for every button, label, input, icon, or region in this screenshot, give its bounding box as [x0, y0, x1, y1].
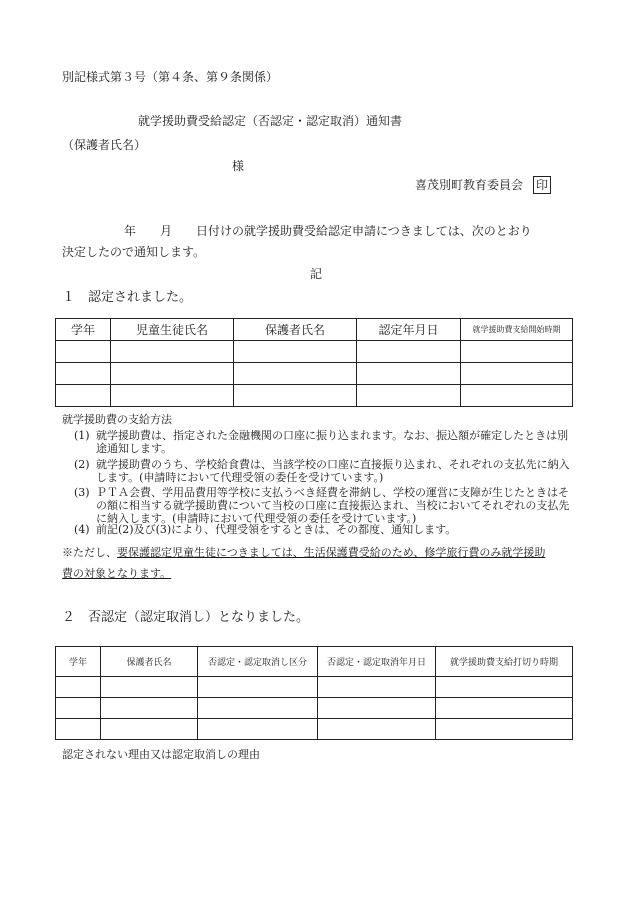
- table-row: [56, 677, 573, 698]
- table-row: [56, 363, 573, 385]
- denied-table: [55, 646, 573, 740]
- table-cell[interactable]: [357, 385, 461, 407]
- payment-item: [74, 486, 574, 525]
- denied-table-header: [56, 647, 573, 677]
- approved-table-header: [56, 319, 573, 341]
- table-cell[interactable]: [198, 719, 318, 740]
- table-row: [56, 719, 573, 740]
- col-grade: 学年: [56, 647, 101, 677]
- form-number: 別記様式第３号（第４条、第９条関係）: [62, 70, 279, 84]
- col-student-name: 児童生徒氏名: [111, 319, 234, 341]
- table-cell[interactable]: [101, 677, 198, 698]
- special-note-cont: [62, 565, 171, 581]
- document-title: 就学援助費受給認定（否認定・認定取消）通知書: [138, 114, 403, 128]
- table-cell[interactable]: [111, 385, 234, 407]
- payment-item-text: ＰＴＡ会費、学用品費用等学校に支払うべき経費を滞納し、学校の運営に支障が生じたときはその額に相当する就学援助費について当校の口座に直接振込まれ、当校においてそれぞれの支払先に納入します。(申請時において代理受領の委任を受けています。): [96, 486, 570, 525]
- table-cell[interactable]: [461, 363, 573, 385]
- table-cell[interactable]: [56, 341, 111, 363]
- table-cell[interactable]: [101, 719, 198, 740]
- table-cell[interactable]: [318, 677, 436, 698]
- table-cell[interactable]: [461, 341, 573, 363]
- body-line-2: 決定したので通知します。: [62, 245, 206, 259]
- table-cell[interactable]: [318, 719, 436, 740]
- table-cell[interactable]: [198, 698, 318, 719]
- col-payment-start: 就学援助費支給開始時期: [461, 319, 573, 341]
- payment-item-text: 前記(2)及び(3)により、代理受領をするときは、その都度、通知します。: [96, 523, 457, 536]
- table-cell[interactable]: [461, 385, 573, 407]
- table-cell[interactable]: [56, 719, 101, 740]
- seal-mark: 印: [533, 176, 551, 194]
- payment-item-number: (4): [74, 523, 90, 536]
- note-prefix: ※ただし、: [62, 546, 117, 559]
- reason-label: 認定されない理由又は認定取消しの理由: [62, 748, 260, 761]
- body-line-1: 年 月 日付けの就学援助費受給認定申請につきましては、次のとおり: [124, 224, 532, 238]
- payment-item-number: (1): [74, 429, 90, 442]
- approved-table: [55, 318, 573, 407]
- section1-heading: １ 認定されました。: [62, 290, 193, 305]
- note-underlined-1: 要保護認定児童生徒につきましては、生活保護費受給のため、修学旅行費のみ就学援助: [117, 546, 546, 559]
- payment-item-number: (2): [74, 458, 90, 471]
- table-cell[interactable]: [111, 341, 234, 363]
- payment-item: [74, 523, 574, 536]
- table-cell[interactable]: [357, 363, 461, 385]
- table-cell[interactable]: [56, 677, 101, 698]
- col-denial-category: 否認定・認定取消し区分: [198, 647, 318, 677]
- table-cell[interactable]: [56, 363, 111, 385]
- payment-heading: 就学援助費の支給方法: [62, 413, 172, 426]
- col-grade: 学年: [56, 319, 111, 341]
- col-denial-date: 否認定・認定取消年月日: [318, 647, 436, 677]
- table-cell[interactable]: [111, 363, 234, 385]
- payment-item-number: (3): [74, 486, 90, 499]
- table-row: [56, 385, 573, 407]
- table-cell[interactable]: [436, 698, 573, 719]
- payment-item-text: 就学援助費のうち、学校給食費は、当該学校の口座に直接振り込まれ、それぞれの支払先に納入します。(申請時において代理受領の委任を受けています。): [96, 458, 570, 484]
- table-cell[interactable]: [234, 385, 357, 407]
- table-row: [56, 341, 573, 363]
- ki-mark: 記: [310, 267, 323, 281]
- col-guardian-name: 保護者氏名: [101, 647, 198, 677]
- table-cell[interactable]: [101, 698, 198, 719]
- payment-item-text: 就学援助費は、指定された金融機関の口座に振り込まれます。なお、振込額が確定したときは別途通知します。: [96, 429, 569, 455]
- table-cell[interactable]: [234, 363, 357, 385]
- table-cell[interactable]: [436, 719, 573, 740]
- table-cell[interactable]: [198, 677, 318, 698]
- col-approval-date: 認定年月日: [357, 319, 461, 341]
- table-row: [56, 698, 573, 719]
- special-note: [62, 544, 545, 560]
- table-cell[interactable]: [56, 698, 101, 719]
- issuer: [415, 176, 551, 194]
- col-payment-end: 就学援助費支給打切り時期: [436, 647, 573, 677]
- issuer-name: 喜茂別町教育委員会: [415, 178, 524, 192]
- payment-item: [74, 458, 574, 484]
- table-cell[interactable]: [318, 698, 436, 719]
- guardian-name-label: （保護者氏名）: [62, 138, 147, 152]
- table-cell[interactable]: [234, 341, 357, 363]
- honorific: 様: [232, 159, 245, 173]
- table-cell[interactable]: [357, 341, 461, 363]
- section2-heading: ２ 否認定（認定取消し）となりました。: [62, 610, 310, 625]
- col-guardian-name: 保護者氏名: [234, 319, 357, 341]
- table-cell[interactable]: [56, 385, 111, 407]
- note-underlined-2: 費の対象となります。: [62, 567, 172, 580]
- payment-item: [74, 429, 574, 455]
- table-cell[interactable]: [436, 677, 573, 698]
